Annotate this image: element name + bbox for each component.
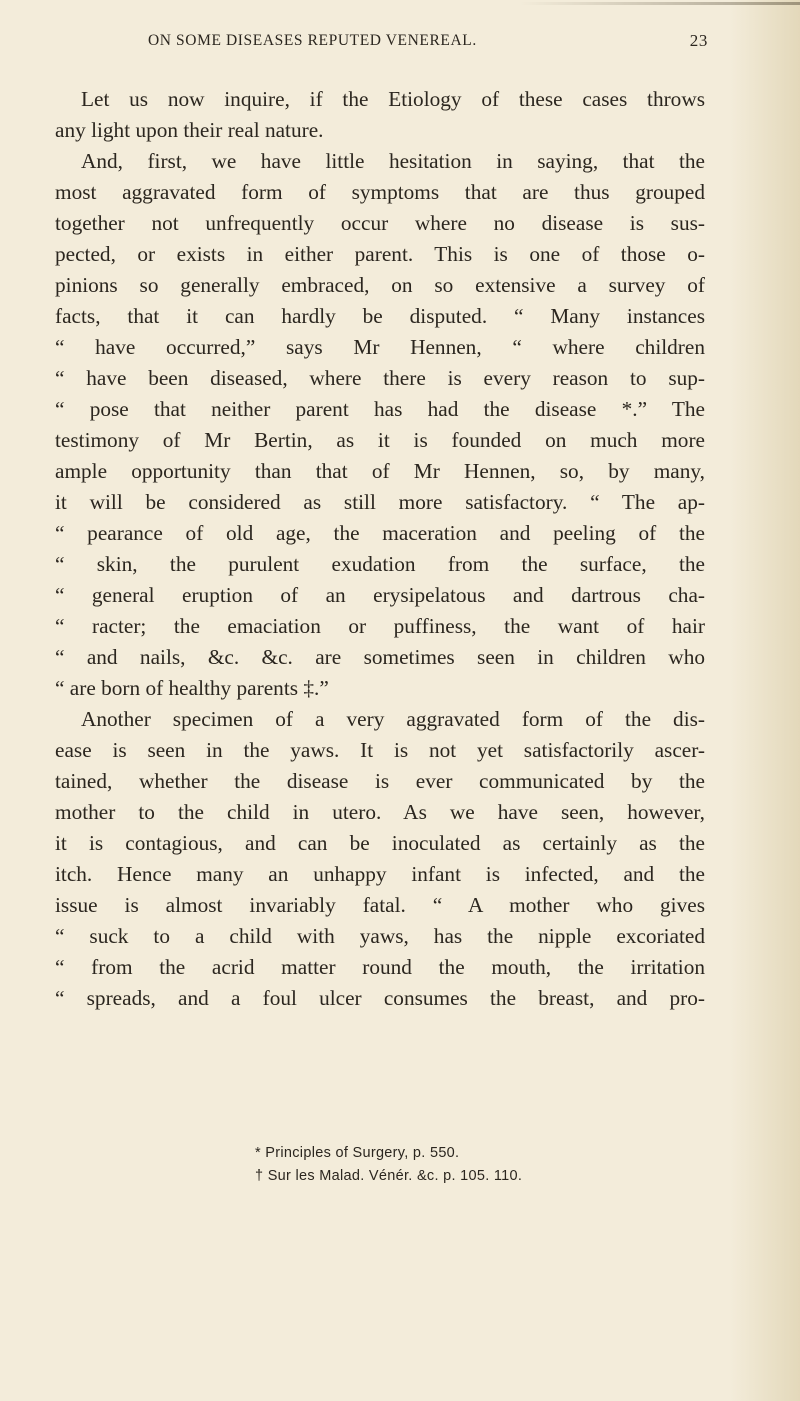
- text-line: tained, whether the disease is ever communicated by the: [55, 769, 705, 793]
- footnote: * Principles of Surgery, p. 550.: [255, 1145, 460, 1161]
- text-line: “ have occurred,” says Mr Hennen, “ where children: [55, 335, 705, 359]
- body-text: [55, 84, 705, 1014]
- text-line: “ general eruption of an erysipelatous and dartrous cha-: [55, 583, 705, 607]
- footnotes: [255, 1142, 715, 1188]
- text-line: “ pose that neither parent has had the disease *.” The: [55, 397, 705, 421]
- text-line: itch. Hence many an unhappy infant is infected, and the: [55, 862, 705, 886]
- text-line: it will be considered as still more satisfactory. “ The ap-: [55, 490, 705, 514]
- page-edge-shadow: [730, 0, 800, 1401]
- top-edge-rule: [520, 2, 800, 5]
- running-title: ON SOME DISEASES REPUTED VENEREAL.: [148, 32, 477, 49]
- text-line: any light upon their real nature.: [55, 118, 324, 142]
- text-line: pected, or exists in either parent. This is one of those o-: [55, 242, 705, 266]
- footnote: † Sur les Malad. Vénér. &c. p. 105. 110.: [255, 1168, 523, 1184]
- text-line: “ have been diseased, where there is every reason to sup-: [55, 366, 705, 390]
- text-line: “ are born of healthy parents ‡.”: [55, 676, 329, 700]
- text-line: “ spreads, and a foul ulcer consumes the breast, and pro-: [55, 986, 705, 1010]
- text-line: together not unfrequently occur where no disease is sus-: [55, 211, 705, 235]
- text-line: pinions so generally embraced, on so extensive a survey of: [55, 273, 705, 297]
- text-line: Another specimen of a very aggravated form of the dis-: [81, 707, 705, 731]
- text-line: testimony of Mr Bertin, as it is founded on much more: [55, 428, 705, 452]
- text-line: “ suck to a child with yaws, has the nipple excoriated: [55, 924, 705, 948]
- text-line: “ racter; the emaciation or puffiness, the want of hair: [55, 614, 705, 638]
- text-line: mother to the child in utero. As we have seen, however,: [55, 800, 705, 824]
- page-number: 23: [689, 31, 708, 50]
- text-line: it is contagious, and can be inoculated as certainly as the: [55, 831, 705, 855]
- text-line: “ skin, the purulent exudation from the surface, the: [55, 552, 705, 576]
- text-line: Let us now inquire, if the Etiology of these cases throws: [81, 87, 705, 111]
- text-line: most aggravated form of symptoms that are thus grouped: [55, 180, 705, 204]
- text-line: ease is seen in the yaws. It is not yet satisfactorily ascer-: [55, 738, 705, 762]
- text-line: issue is almost invariably fatal. “ A mother who gives: [55, 893, 705, 917]
- text-line: ample opportunity than that of Mr Hennen, so, by many,: [55, 459, 705, 483]
- text-line: “ pearance of old age, the maceration and peeling of the: [55, 521, 705, 545]
- text-line: facts, that it can hardly be disputed. “ Many instances: [55, 304, 705, 328]
- running-header: [148, 32, 708, 58]
- text-line: “ from the acrid matter round the mouth, the irritation: [55, 955, 705, 979]
- text-line: And, first, we have little hesitation in saying, that the: [81, 149, 705, 173]
- text-line: “ and nails, &c. &c. are sometimes seen in children who: [55, 645, 705, 669]
